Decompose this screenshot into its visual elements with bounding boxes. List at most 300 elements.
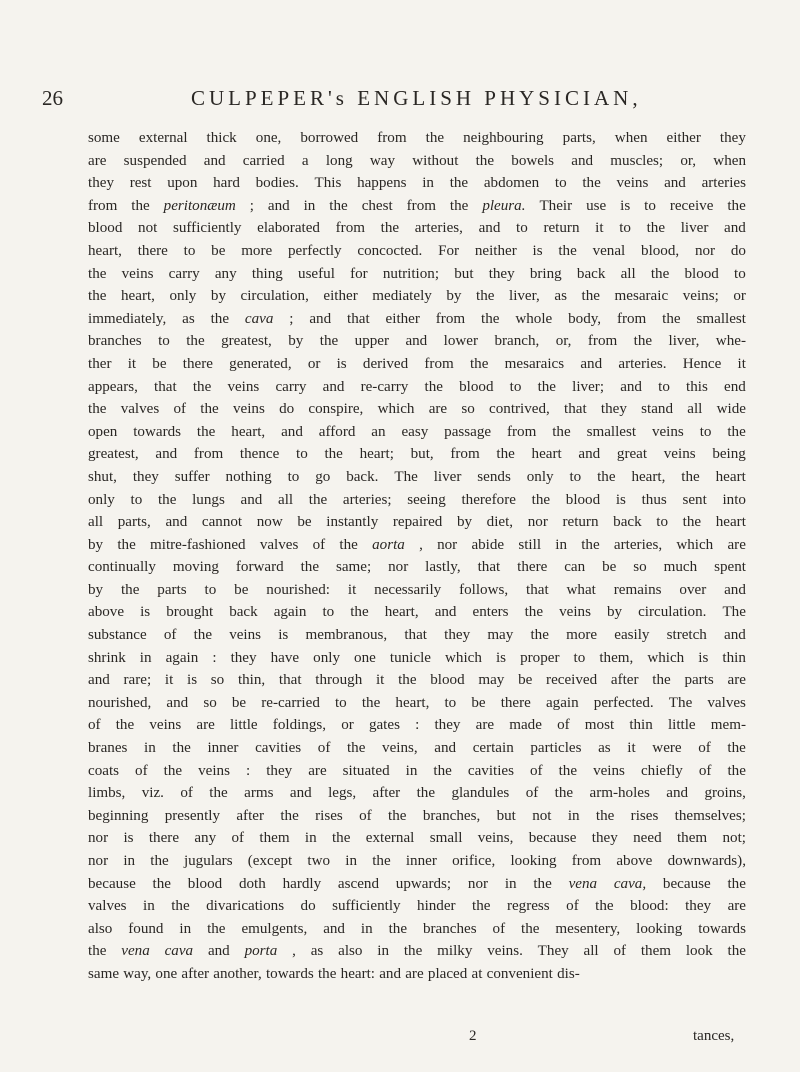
word: the — [531, 491, 551, 508]
word: enters — [472, 604, 509, 621]
text-line — [88, 398, 746, 421]
word: nor — [467, 875, 489, 892]
word: thus — [641, 491, 667, 508]
word: for — [350, 265, 368, 282]
word: of — [135, 762, 148, 779]
word: after — [181, 965, 210, 982]
text-line — [88, 918, 746, 941]
word: way — [369, 152, 396, 169]
word: cava — [244, 310, 274, 327]
text-line — [88, 873, 746, 896]
word: mediately — [372, 288, 432, 305]
word: but — [496, 807, 516, 824]
word: the — [361, 694, 381, 711]
word: also — [338, 943, 363, 960]
word: the — [597, 468, 616, 485]
word: the — [433, 762, 452, 779]
word: made — [509, 717, 542, 734]
word: it — [347, 581, 357, 598]
word: it — [737, 355, 746, 372]
word: there — [182, 355, 213, 372]
word: the — [163, 762, 183, 779]
word: nourished: — [266, 581, 330, 598]
word: need — [633, 830, 662, 847]
word: brought — [166, 604, 214, 621]
word: and — [323, 920, 345, 937]
text-line — [88, 895, 746, 918]
word: the — [280, 807, 299, 824]
word: by — [446, 288, 462, 305]
word: to — [569, 468, 582, 485]
word: from — [88, 197, 118, 214]
word: hinder — [417, 898, 456, 915]
word: parts — [157, 581, 187, 598]
word: and — [405, 333, 428, 350]
word: towards — [133, 423, 182, 440]
word: dis- — [557, 965, 580, 982]
word: the — [469, 355, 489, 372]
word: mesaraic — [614, 288, 669, 305]
word: and — [155, 446, 178, 463]
word: liver, — [668, 333, 700, 350]
word: the — [319, 333, 339, 350]
word: use — [586, 197, 607, 214]
word: instantly — [326, 514, 379, 531]
word: the — [210, 310, 230, 327]
word: the — [558, 242, 577, 259]
word: branes — [88, 740, 128, 757]
text-line — [88, 714, 746, 737]
word: divarications — [206, 898, 285, 915]
word: and — [620, 378, 642, 395]
word: perfectly — [287, 242, 342, 259]
word: after — [610, 672, 639, 689]
word: and — [240, 491, 263, 508]
word: re-carry — [360, 378, 409, 395]
word: continually — [88, 559, 156, 576]
word: from — [450, 446, 480, 463]
word: only — [526, 468, 554, 485]
word: when — [614, 130, 648, 146]
word: as — [182, 310, 195, 327]
word: cava — [164, 943, 194, 960]
word: are — [475, 717, 495, 734]
word: more — [241, 242, 273, 259]
word: it — [164, 672, 174, 689]
word: rises — [630, 807, 659, 824]
word: being — [712, 446, 746, 463]
word: only — [313, 649, 340, 666]
word: either — [385, 310, 420, 327]
word: perfected. — [593, 694, 654, 711]
word: and — [289, 785, 312, 802]
word: end — [724, 378, 746, 395]
word: can — [564, 559, 586, 576]
word: veins — [651, 423, 684, 440]
word: be — [211, 242, 226, 259]
word: the — [200, 401, 219, 418]
word: and — [571, 152, 594, 169]
word: liver — [680, 220, 709, 237]
word: heart, — [631, 468, 666, 485]
word: or — [341, 717, 354, 734]
word: open — [88, 423, 118, 440]
word: is — [187, 672, 198, 689]
word: the — [150, 853, 169, 869]
text-line — [88, 805, 746, 828]
word: either — [323, 288, 358, 305]
word: and — [666, 785, 689, 802]
word: the — [662, 310, 681, 327]
word: the — [727, 197, 746, 214]
word: are — [196, 717, 215, 734]
word: and — [578, 446, 601, 463]
word: they — [719, 130, 746, 146]
word: the — [727, 943, 746, 960]
word: nor — [388, 559, 409, 576]
word: nor — [88, 853, 109, 869]
word: same; — [335, 559, 372, 576]
word: by — [456, 514, 473, 531]
word: spent — [714, 559, 746, 576]
word: they — [434, 717, 461, 734]
word: the — [524, 604, 544, 621]
word: some — [88, 130, 120, 146]
word: They — [537, 943, 569, 960]
word: by — [606, 604, 623, 621]
word: necessarily — [374, 581, 442, 598]
word: and — [724, 581, 746, 598]
word: peritonæum — [163, 197, 236, 214]
word: vena — [121, 943, 150, 960]
word: situated — [342, 762, 390, 779]
word: : — [245, 762, 251, 779]
word: the — [193, 627, 213, 644]
word: from — [377, 130, 407, 146]
word: towards — [698, 920, 746, 937]
word: all — [278, 491, 294, 508]
word: back — [613, 514, 642, 531]
word: Hence — [682, 355, 722, 372]
word: jugulars — [183, 853, 233, 869]
word: the — [595, 898, 614, 915]
word: the — [172, 740, 191, 757]
word: them — [259, 830, 290, 847]
word: one — [155, 965, 178, 982]
word: is — [278, 627, 289, 644]
word: the — [581, 536, 600, 553]
word: mem- — [710, 717, 746, 734]
word: bring — [529, 265, 562, 282]
word: veins — [232, 401, 265, 418]
word: of — [88, 717, 101, 734]
text-line — [88, 692, 746, 715]
word: they — [88, 175, 114, 192]
word: the — [552, 423, 571, 440]
word: ; — [289, 310, 294, 327]
word: heart — [531, 446, 562, 463]
word: abdomen — [483, 175, 540, 192]
word: afford — [318, 423, 356, 440]
word: derived — [362, 355, 409, 372]
signature-mark: 2 — [469, 1028, 477, 1044]
word: branches, — [422, 807, 481, 824]
word: contrived, — [489, 401, 550, 418]
word: neither — [474, 242, 517, 259]
word: veins — [593, 762, 625, 779]
word: substance — [88, 627, 147, 644]
word: rest — [129, 175, 152, 192]
word: the — [331, 830, 351, 847]
word: the — [88, 943, 107, 960]
word: and — [478, 220, 501, 237]
word: the — [186, 333, 205, 350]
word: of — [525, 785, 539, 802]
word: but — [454, 265, 474, 282]
word: because — [88, 875, 136, 892]
word: heart; — [359, 446, 394, 463]
word: branches — [422, 920, 477, 937]
word: from — [406, 197, 436, 214]
word: passage — [444, 423, 492, 440]
word: is — [698, 649, 709, 666]
word: The — [394, 468, 418, 485]
word: arm-holes — [589, 785, 650, 802]
word: from — [335, 220, 365, 237]
word: back — [576, 265, 606, 282]
word: elaborated — [257, 220, 320, 237]
word: that — [564, 401, 587, 418]
word: one, — [255, 130, 282, 146]
word: conspire, — [308, 401, 364, 418]
word: external — [365, 830, 415, 847]
word: greatest, — [88, 446, 139, 463]
word: there — [137, 242, 168, 259]
word: in — [567, 807, 580, 824]
word: and — [664, 175, 686, 192]
text-line — [88, 263, 746, 286]
word: to — [573, 649, 586, 666]
word: emulgents, — [241, 920, 308, 937]
word: it — [595, 220, 604, 237]
word: little — [667, 717, 696, 734]
text-line — [88, 376, 746, 399]
word: ascend — [337, 875, 379, 892]
word: lower — [443, 333, 479, 350]
word: the — [475, 152, 495, 169]
text-line — [88, 850, 746, 873]
word: heart, — [231, 423, 266, 440]
word: and — [322, 378, 345, 395]
word: cavities — [467, 762, 514, 779]
word: are — [88, 152, 107, 169]
word: veins — [227, 378, 260, 395]
word: but, — [410, 446, 434, 463]
word: the — [388, 807, 407, 824]
word: arteries, — [613, 536, 663, 553]
word: milky — [437, 943, 473, 960]
word: all — [687, 401, 703, 418]
word: bodies. — [255, 175, 299, 192]
word: the — [209, 785, 228, 802]
word: mesentery, — [555, 920, 621, 937]
text-line — [88, 466, 746, 489]
word: as — [598, 740, 611, 757]
word: the — [346, 740, 366, 757]
word: one — [354, 649, 376, 666]
word: smallest — [586, 423, 637, 440]
word: in — [405, 762, 418, 779]
word: coats — [88, 762, 120, 779]
word: also — [88, 920, 113, 937]
word: the — [308, 491, 328, 508]
word: it — [127, 355, 137, 372]
word: lungs — [192, 491, 225, 508]
word: The — [668, 694, 693, 711]
word: them — [640, 943, 672, 960]
word: tunicle — [389, 649, 431, 666]
word: the — [449, 197, 469, 214]
word: borrowed — [300, 130, 359, 146]
word: the — [652, 672, 671, 689]
text-line — [88, 579, 746, 602]
word: remains — [613, 581, 662, 598]
word: small — [429, 830, 463, 847]
word: glandules — [451, 785, 510, 802]
word: heart, — [121, 288, 155, 305]
word: the — [582, 175, 601, 192]
word: the — [727, 740, 746, 757]
word: to — [644, 197, 656, 214]
text-line — [88, 669, 746, 692]
word: rises — [315, 807, 343, 824]
text-line — [88, 782, 746, 805]
word: of — [613, 943, 627, 960]
word: now — [256, 514, 283, 531]
word: the — [115, 717, 135, 734]
word: because — [662, 875, 711, 892]
word: be — [152, 355, 167, 372]
word: is — [495, 649, 507, 666]
word: go — [315, 468, 331, 485]
word: because — [528, 830, 577, 847]
word: do — [279, 401, 295, 418]
word: blood, — [641, 242, 680, 259]
word: to — [656, 514, 669, 531]
word: to — [658, 378, 670, 395]
word: all — [583, 943, 599, 960]
body-text — [88, 127, 746, 986]
word: mesaraics — [504, 355, 565, 372]
word: : — [415, 717, 420, 734]
word: back — [229, 604, 258, 621]
word: bowels — [511, 152, 555, 169]
text-line — [88, 624, 746, 647]
word: thin, — [237, 672, 266, 689]
word: or — [307, 355, 321, 372]
text-line — [88, 760, 746, 783]
word: the — [196, 423, 216, 440]
word: is — [140, 604, 151, 621]
word: whe- — [715, 333, 746, 350]
word: of — [566, 898, 579, 915]
word: that — [526, 581, 549, 598]
text-line — [88, 308, 746, 331]
word: and — [379, 965, 402, 982]
word: easily — [614, 627, 650, 644]
word: and — [724, 627, 746, 644]
word: the — [88, 401, 107, 418]
word: For — [438, 242, 460, 259]
word: venal — [592, 242, 626, 259]
word: of — [173, 401, 187, 418]
word: mitre-fashioned — [150, 536, 246, 553]
word: to — [296, 446, 308, 463]
word: proper — [520, 649, 560, 666]
word: heart, — [384, 604, 419, 621]
word: the — [425, 130, 445, 146]
word: convenient — [486, 965, 553, 982]
word: the — [476, 288, 495, 305]
word: to — [619, 220, 631, 237]
word: the — [682, 514, 702, 531]
word: of — [317, 740, 331, 757]
word: are — [727, 898, 746, 915]
word: to — [158, 333, 170, 350]
running-head — [42, 86, 702, 116]
word: and — [166, 694, 189, 711]
word: body, — [568, 310, 602, 327]
word: the — [727, 762, 746, 779]
word: and — [267, 197, 290, 214]
word: and — [434, 604, 457, 621]
text-line — [88, 240, 746, 263]
word: there — [517, 559, 548, 576]
word: blood — [430, 672, 465, 689]
word: long — [325, 152, 353, 169]
word: downwards), — [667, 853, 746, 869]
word: in — [304, 830, 317, 847]
word: they — [230, 649, 257, 666]
word: the — [403, 943, 423, 960]
word: seeing — [407, 491, 446, 508]
word: same — [88, 965, 120, 982]
word: all — [620, 265, 636, 282]
word: aorta — [372, 536, 405, 553]
word: that — [278, 672, 302, 689]
word: the — [88, 265, 107, 282]
word: carry — [168, 265, 200, 282]
word: not — [532, 807, 552, 824]
word: the — [192, 378, 212, 395]
word: abide — [471, 536, 505, 553]
word: themselves; — [674, 807, 746, 824]
word: back. — [346, 468, 379, 485]
word: have — [270, 649, 300, 666]
word: of — [557, 717, 570, 734]
word: do — [730, 242, 746, 259]
word: the — [117, 536, 136, 553]
word: upper — [354, 333, 390, 350]
word: happens — [357, 175, 407, 192]
word: again — [545, 694, 579, 711]
word: that — [477, 559, 501, 576]
word: the — [581, 288, 600, 305]
word: they — [600, 401, 627, 418]
text-line — [88, 511, 746, 534]
word: it — [375, 672, 385, 689]
text-line — [88, 150, 746, 173]
